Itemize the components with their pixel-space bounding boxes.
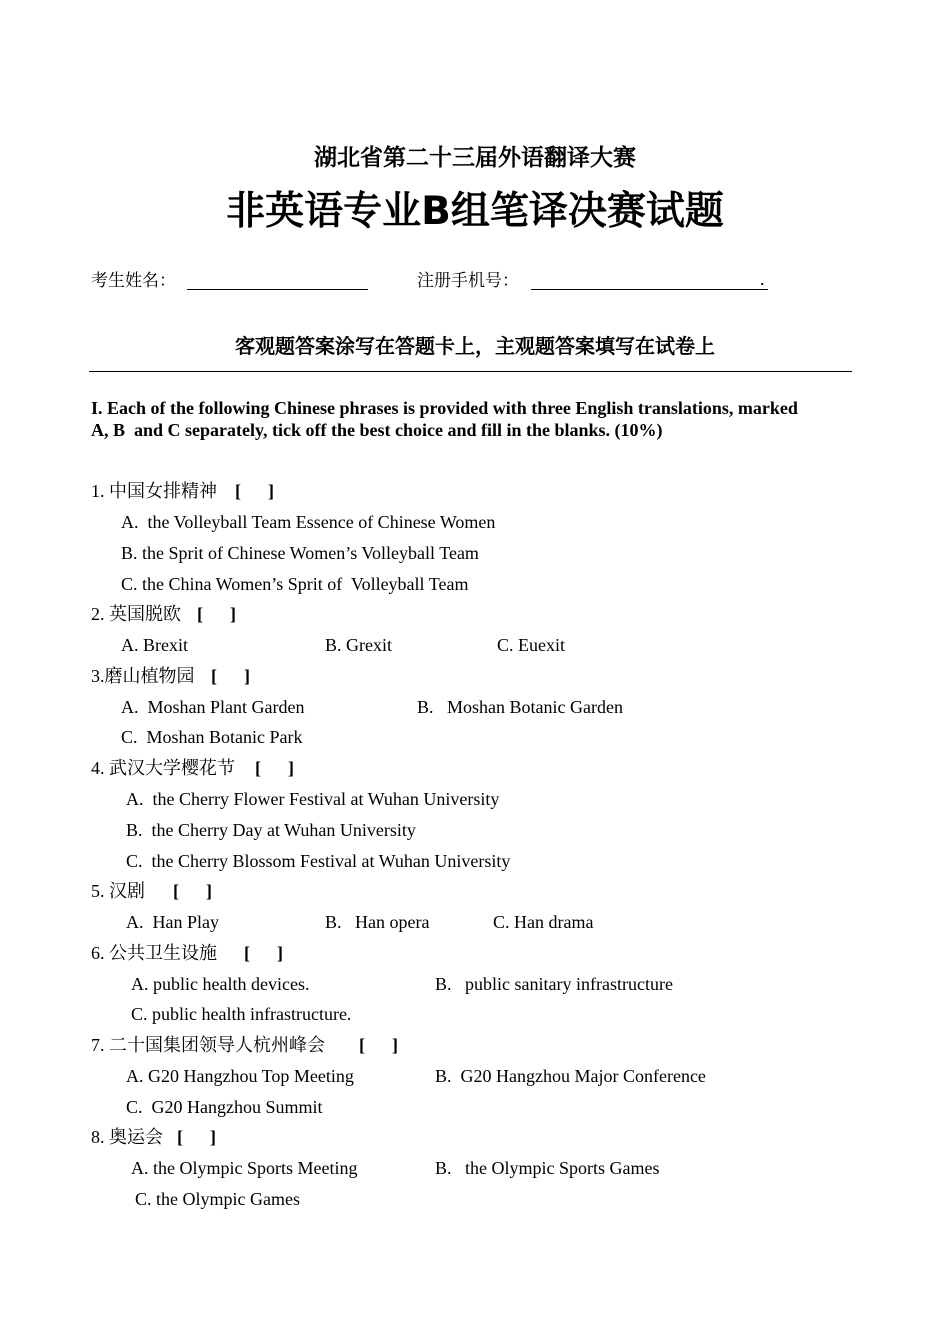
phone-number-label: 注册手机号： [417,271,519,291]
question-7-option-a: A. G20 Hangzhou Top Meeting [126,1066,354,1086]
section-1-instructions-line-1: I. Each of the following Chinese phrases is provided with three English translations, marked [91,398,798,418]
question-8-option-b: B. the Olympic Sports Games [435,1158,660,1178]
question-7-option-c: C. G20 Hangzhou Summit [126,1097,323,1117]
question-7-stem: 7. 二十国集团领导人杭州峰会 [91,1035,325,1055]
question-3-answer-bracket: [ ] [211,666,250,686]
question-8-stem: 8. 奥运会 [91,1127,163,1147]
question-5-option-c: C. Han drama [493,912,594,932]
question-6-option-c: C. public health infrastructure. [131,1004,352,1024]
question-3-option-a: A. Moshan Plant Garden [121,697,305,717]
question-4-option-a: A. the Cherry Flower Festival at Wuhan University [126,789,500,809]
answer-notice: 客观题答案涂写在答题卡上，主观题答案填写在试卷上 [235,334,715,358]
question-2-option-c: C. Euexit [497,635,565,655]
question-6-stem: 6. 公共卫生设施 [91,943,217,963]
candidate-name-blank [187,289,368,290]
question-4-option-b: B. the Cherry Day at Wuhan University [126,820,416,840]
question-1-stem: 1. 中国女排精神 [91,481,217,501]
question-4-option-c: C. the Cherry Blossom Festival at Wuhan University [126,851,511,871]
question-2-answer-bracket: [ ] [197,604,236,624]
question-6-answer-bracket: [ ] [244,943,283,963]
question-3-option-b: B. Moshan Botanic Garden [417,697,623,717]
question-5-option-b: B. Han opera [325,912,430,932]
question-7-answer-bracket: [ ] [359,1035,398,1055]
candidate-name-label: 考生姓名： [91,271,176,291]
header-divider [89,371,852,372]
phone-trailing-period: . [760,269,765,289]
question-2-option-a: A. Brexit [121,635,188,655]
question-8-option-c: C. the Olympic Games [135,1189,300,1209]
phone-number-blank [531,289,768,290]
question-1-option-b: B. the Sprit of Chinese Women’s Volleyball Team [121,543,479,563]
question-3-stem: 3.磨山植物园 [91,666,195,686]
question-5-stem: 5. 汉剧 [91,881,145,901]
question-3-option-c: C. Moshan Botanic Park [121,727,303,747]
question-6-option-a: A. public health devices. [131,974,310,994]
question-1-option-a: A. the Volleyball Team Essence of Chinese Women [121,512,496,532]
question-4-answer-bracket: [ ] [255,758,294,778]
question-2-stem: 2. 英国脱欧 [91,604,181,624]
question-1-option-c: C. the China Women’s Sprit of Volleyball Team [121,574,469,594]
question-8-option-a: A. the Olympic Sports Meeting [131,1158,358,1178]
question-4-stem: 4. 武汉大学樱花节 [91,758,235,778]
exam-title: 非英语专业B组笔译决赛试题 [226,189,724,234]
contest-title: 湖北省第二十三届外语翻译大赛 [314,145,636,171]
section-1-instructions-line-2: A, B and C separately, tick off the best choice and fill in the blanks. (10%) [91,420,663,440]
question-2-option-b: B. Grexit [325,635,392,655]
question-8-answer-bracket: [ ] [177,1127,216,1147]
question-5-answer-bracket: [ ] [173,881,212,901]
question-6-option-b: B. public sanitary infrastructure [435,974,673,994]
question-5-option-a: A. Han Play [126,912,219,932]
question-1-answer-bracket: [ ] [235,481,274,501]
question-7-option-b: B. G20 Hangzhou Major Conference [435,1066,706,1086]
